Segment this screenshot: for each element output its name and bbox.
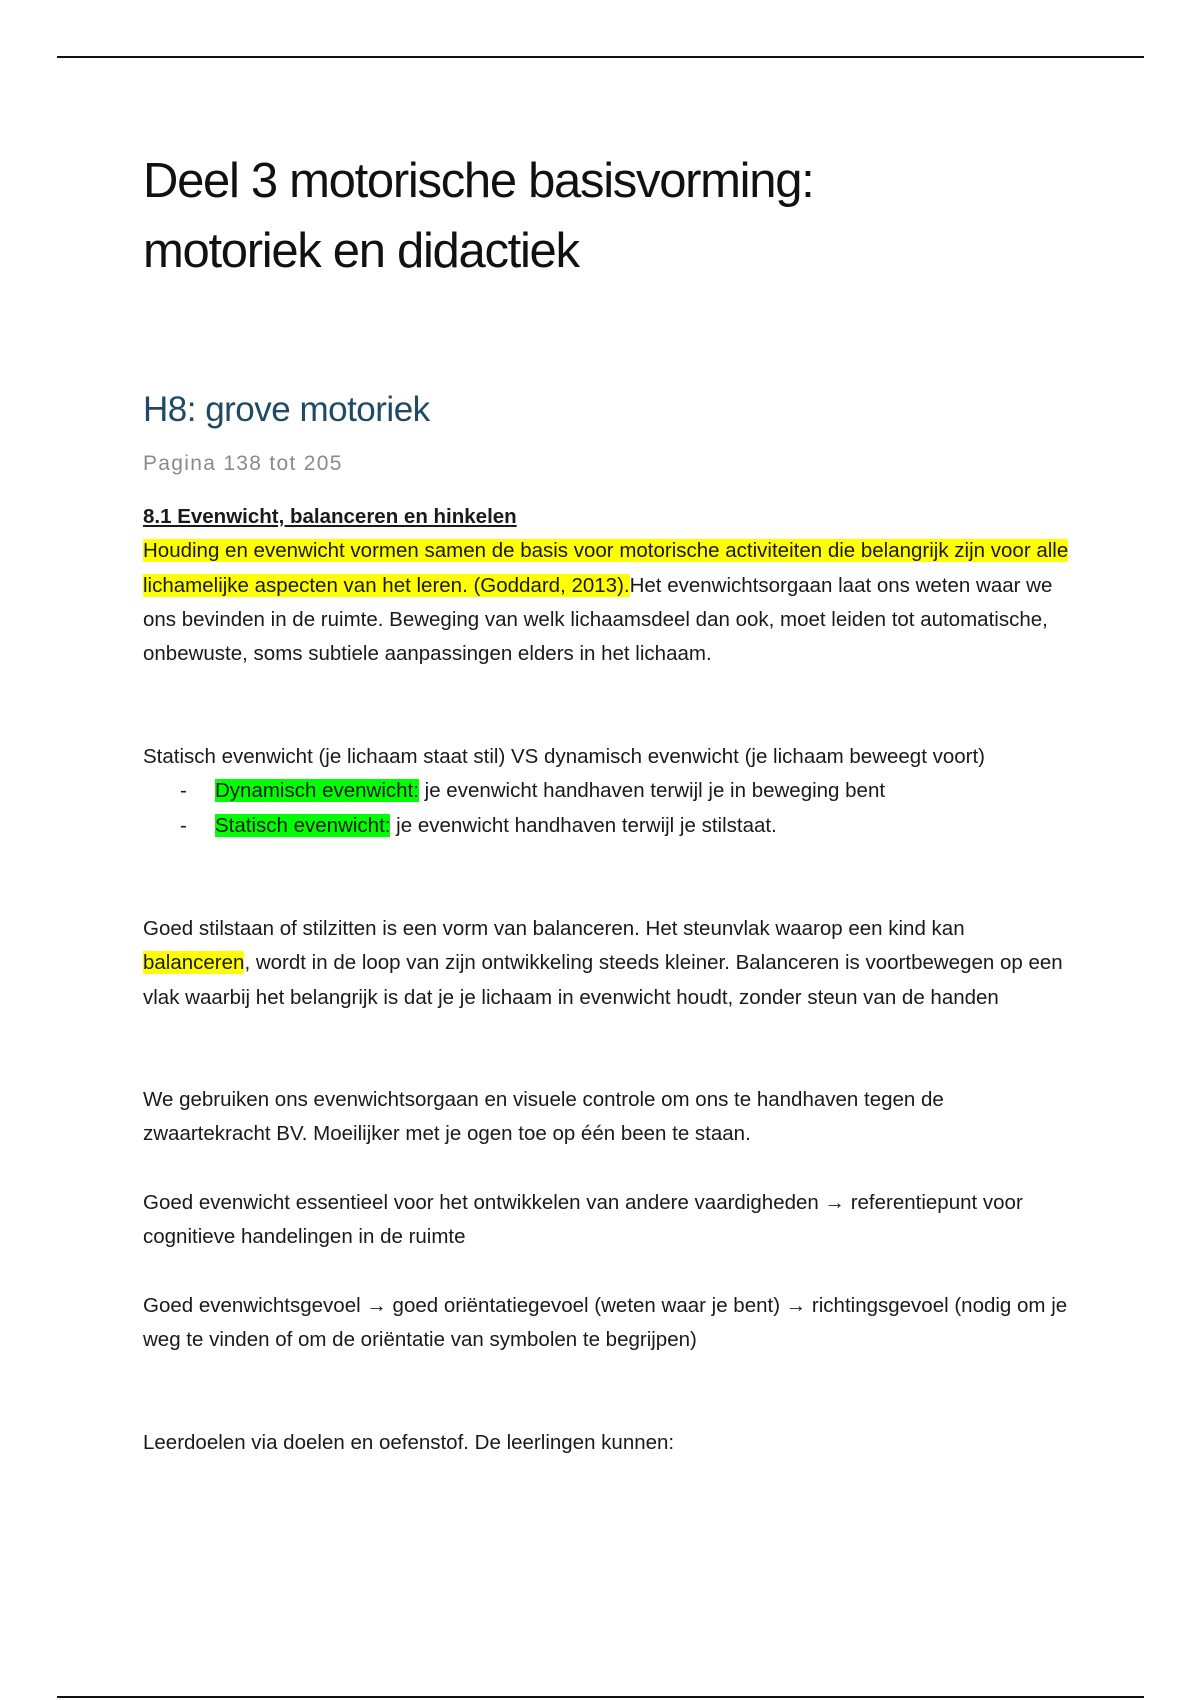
bullet-term: Statisch evenwicht: <box>215 813 391 837</box>
section-heading: 8.1 Evenwicht, balanceren en hinkelen <box>143 505 517 528</box>
document-title-line-2: motoriek en didactiek <box>143 224 579 278</box>
bullet-text: je evenwicht handhaven terwijl je in beweging bent <box>418 779 886 803</box>
section-8-1 <box>143 500 1073 671</box>
essentieel-paragraph: Goed evenwicht essentieel voor het ontwikkelen van andere vaardigheden → referentiepunt voor cognitieve handelingen in de ruimte <box>143 1191 1023 1249</box>
evenwichtsorgaan-block <box>143 1083 1073 1152</box>
page-range: Pagina 138 tot 205 <box>143 452 343 475</box>
balanceren-paragraph <box>143 912 1073 1015</box>
balanceren-highlight: balanceren <box>143 951 245 975</box>
document-title <box>143 146 1043 286</box>
leerdoelen-block <box>143 1426 1073 1460</box>
balanceren-text-after: , wordt in de loop van zijn ontwikkeling steeds kleiner. Balanceren is voortbewegen op een vlak waarbij het belangrijk is dat je je lichaam in evenwicht houdt, zonder steun van de handen <box>143 951 1063 1009</box>
intro-rest: Het evenwichtsorgaan laat ons weten waar we ons bevinden in de ruimte. Beweging van welk lichaamsdeel dan ook, moet leiden tot automatische, onbewuste, soms subtiele aanpassingen elders in het lichaam. <box>143 573 1053 666</box>
bullet-dash: - <box>180 779 187 803</box>
list-item <box>143 809 1073 843</box>
balanceren-block <box>143 912 1073 1015</box>
bullet-text: je evenwicht handhaven terwijl je stilstaat. <box>390 813 777 837</box>
list-item <box>143 774 1073 808</box>
orientatie-block <box>143 1289 1073 1358</box>
document-title-line-1: Deel 3 motorische basisvorming: <box>143 154 814 208</box>
intro-highlight: Houding en evenwicht vormen samen de basis voor motorische activiteiten die belangrijk zijn voor alle lichamelijke aspecten van het leren. (Goddard, 2013). <box>143 539 1069 597</box>
leerdoelen-paragraph: Leerdoelen via doelen en oefenstof. De leerlingen kunnen: <box>143 1431 675 1454</box>
static-dynamic-block <box>143 740 1073 843</box>
chapter-heading: H8: grove motoriek <box>143 390 430 429</box>
essentieel-block <box>143 1186 1073 1255</box>
bullet-dash: - <box>180 813 187 837</box>
bullet-term: Dynamisch evenwicht: <box>215 779 419 803</box>
bottom-rule <box>57 1696 1144 1698</box>
static-vs-dynamic-paragraph: Statisch evenwicht (je lichaam staat stil) VS dynamisch evenwicht (je lichaam beweegt voort) <box>143 745 985 768</box>
top-rule <box>57 56 1144 58</box>
orientatie-paragraph: Goed evenwichtsgevoel → goed oriëntatiegevoel (weten waar je bent) → richtingsgevoel (nodig om je weg te vinden of om de oriëntatie van symbolen te begrijpen) <box>143 1294 1068 1352</box>
evenwichtsorgaan-paragraph: We gebruiken ons evenwichtsorgaan en visuele controle om ons te handhaven tegen de zwaartekracht BV. Moeilijker met je ogen toe op één been te staan. <box>143 1088 944 1146</box>
intro-paragraph <box>143 534 1073 671</box>
balanceren-text-before: Goed stilstaan of stilzitten is een vorm van balanceren. Het steunvlak waarop een kind kan <box>143 917 965 940</box>
evenwicht-bullet-list <box>143 774 1073 843</box>
